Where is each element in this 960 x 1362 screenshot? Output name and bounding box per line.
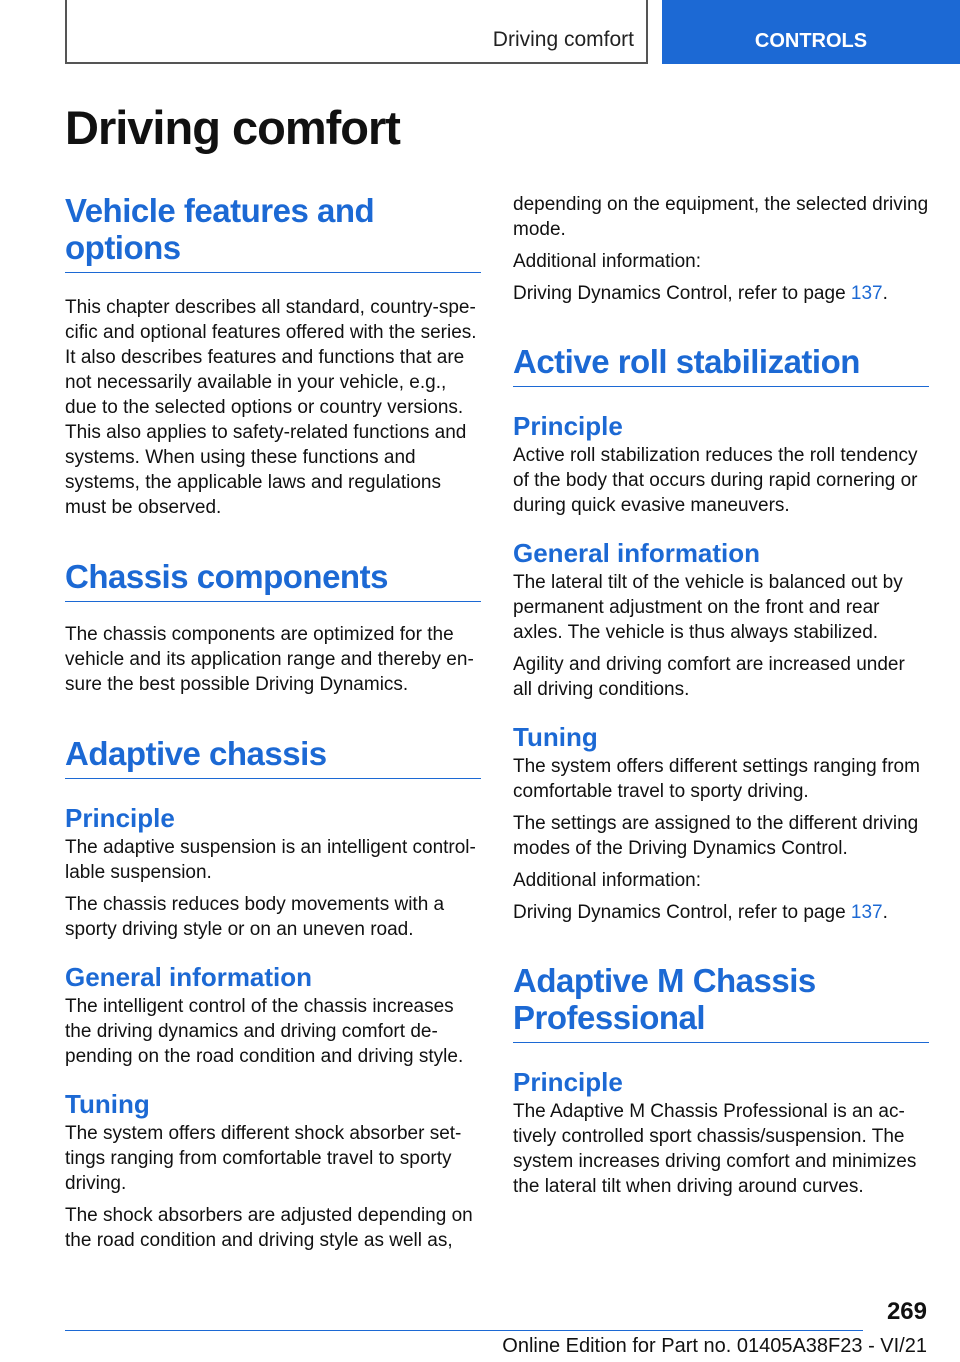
active-roll-tuning-p4 (513, 900, 929, 925)
adaptive-chassis-principle-heading: Principle (65, 803, 175, 833)
footer-divider (65, 1330, 863, 1331)
continued-text-p3 (513, 281, 929, 306)
active-roll-tuning-p1: The system offers different settings ranging from comfortable travel to sporty driving. (513, 756, 920, 802)
active-roll-principle-p1: Active roll stabilization reduces the roll tendency of the body that occurs during rapid cornering or during quick evasive maneuvers. (513, 445, 918, 516)
header-controls-tab[interactable]: CONTROLS (662, 0, 960, 64)
section-active-roll-title: Active roll stabilization (513, 343, 929, 387)
chassis-components-body: The chassis components are optimized for the vehicle and its application range and thereby ensure the best possible Driving Dynamics. (65, 624, 474, 695)
section-vehicle-features-title: Vehicle features and options (65, 192, 481, 273)
adaptive-chassis-principle-p1: The adaptive suspension is an intelligent controllable suspension. (65, 837, 476, 883)
header-section-title: Driving comfort (492, 28, 634, 51)
section-adaptive-chassis-title: Adaptive chassis (65, 735, 481, 779)
reference-end: . (882, 283, 888, 304)
right-column (513, 192, 929, 1199)
active-roll-tuning-p3: Additional information: (513, 870, 701, 891)
adaptive-chassis-general-p1: The intelligent control of the chassis increases the driving dynamics and driving comfort depending on the road condition and driving style. (65, 996, 464, 1067)
edition-text: Online Edition for Part no. 01405A38F23 - VI/21 (502, 1335, 927, 1357)
adaptive-chassis-principle-p2: The chassis reduces body movements with a sporty driving style or on an uneven road. (65, 894, 445, 940)
adaptive-chassis-tuning-heading: Tuning (65, 1089, 150, 1119)
continued-text-p1: depending on the equipment, the selected driving mode. (513, 194, 929, 240)
adaptive-chassis-tuning-p2: The shock absorbers are adjusted depending on the road condition and driving style as well as, (65, 1205, 473, 1251)
active-roll-tuning-heading: Tuning (513, 722, 598, 752)
active-roll-principle-heading: Principle (513, 411, 623, 441)
continued-text-p2: Additional information: (513, 251, 701, 272)
vehicle-features-body: This chapter describes all standard, country-specific and optional features offered with the series. It also describes features and functions that are not necessarily available in your vehicle, e.g., due to the selected options or country versions. This also applies to safety-related functions and systems. When using these functions and systems, the applicable laws and regulations must be observed. (65, 297, 477, 518)
adaptive-m-chassis-principle-p1: The Adaptive M Chassis Professional is an actively controlled sport chassis/suspension. The system increases driving comfort and minimizes the lateral tilt when driving around curves. (513, 1101, 917, 1197)
adaptive-chassis-tuning-p1: The system offers different shock absorber settings ranging from comfortable travel to sporty driving. (65, 1123, 462, 1194)
page-number: 269 (886, 1298, 927, 1325)
left-column (65, 192, 481, 1253)
page-title: Driving comfort (65, 101, 400, 154)
adaptive-chassis-general-heading: General information (65, 962, 313, 992)
active-roll-tuning-p2: The settings are assigned to the different driving modes of the Driving Dynamics Control. (513, 813, 919, 859)
reference-text: Driving Dynamics Control, refer to page (513, 283, 851, 304)
active-roll-general-p1: The lateral tilt of the vehicle is balanced out by permanent adjustment on the front and rear axles. The vehicle is thus always stabilized. (513, 572, 903, 643)
page-link-137[interactable]: 137 (850, 283, 883, 304)
reference-end: . (882, 902, 888, 923)
reference-text: Driving Dynamics Control, refer to page (513, 902, 851, 923)
active-roll-general-p2: Agility and driving comfort are increased under all driving conditions. (513, 654, 905, 700)
section-chassis-components-title: Chassis components (65, 558, 481, 602)
section-adaptive-m-chassis-title: Adaptive M Chassis Professional (513, 962, 929, 1043)
page-link-137[interactable]: 137 (850, 902, 883, 923)
adaptive-m-chassis-principle-heading: Principle (513, 1067, 623, 1097)
active-roll-general-heading: General information (513, 538, 761, 568)
